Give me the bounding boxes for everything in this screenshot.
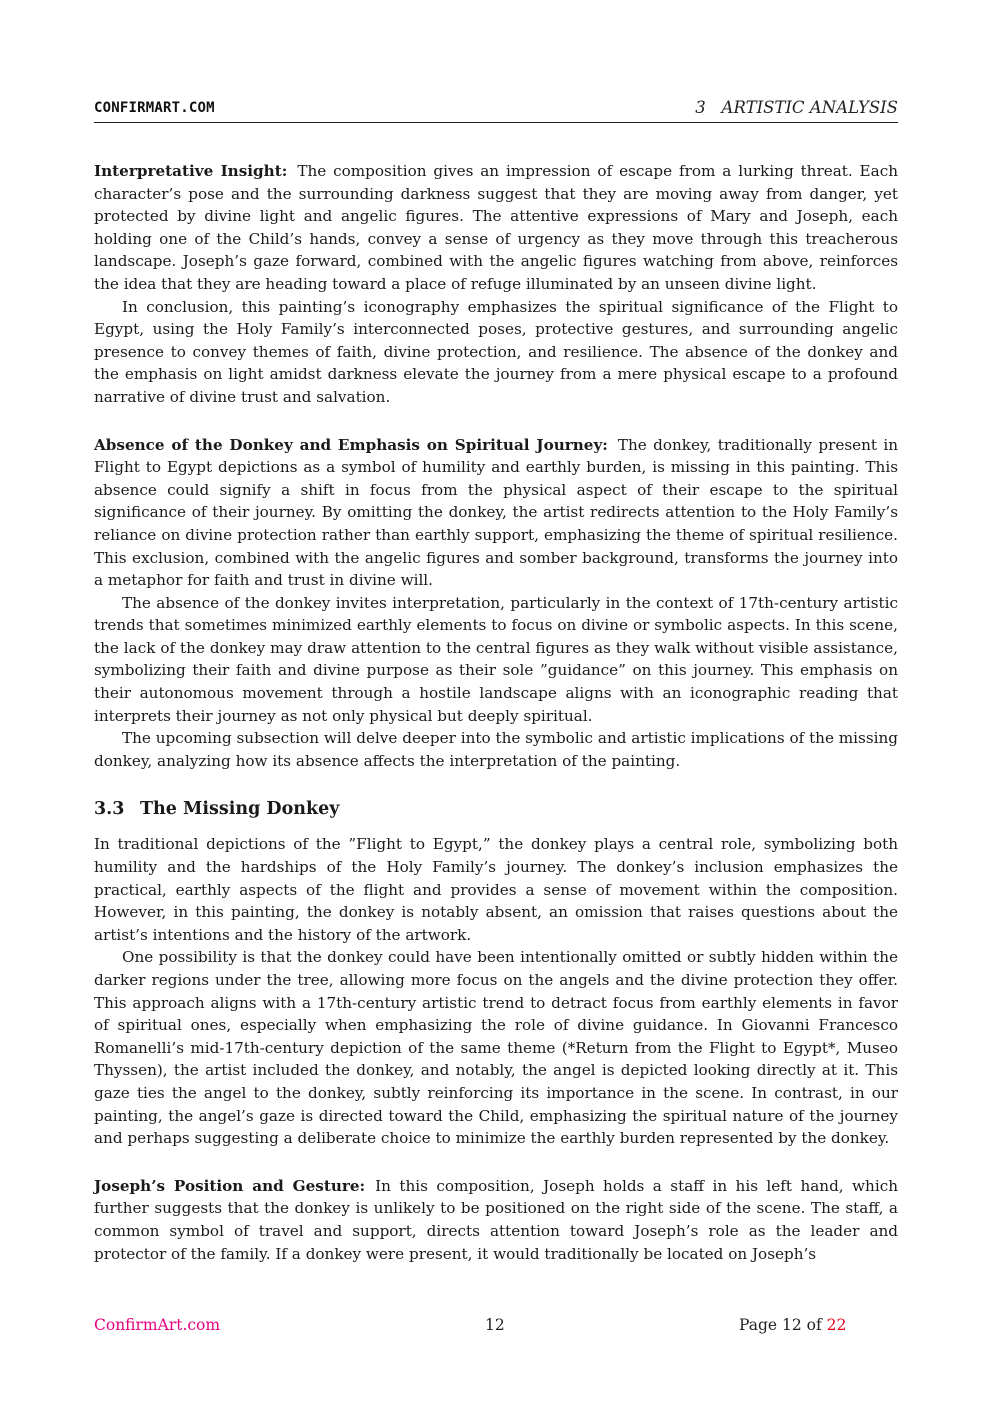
paragraph-text: In this composition, Joseph holds a staff in his left hand, which further suggests that the donkey is unlikely to be positioned on the right side of the scene. The staff, a common symbol of travel and support, directs attention toward Joseph’s role as the leader and protector of the family. If a donkey were present, it would traditionally be located on Joseph’s [94, 1176, 898, 1263]
paragraph-josephs-position [94, 1175, 898, 1265]
footer-page-prefix: Page 12 of [739, 1316, 822, 1334]
footer-page-count [739, 1316, 846, 1334]
paragraph-conclusion: In conclusion, this painting’s iconography emphasizes the spiritual significance of the Flight to Egypt, using the Holy Family’s interconnected poses, protective gestures, and surrounding angelic presence to convey themes of faith, divine protection, and resilience. The absence of the donkey and the emphasis on light amidst darkness elevate the journey from a mere physical escape to a profound narrative of divine trust and salvation. [94, 297, 898, 406]
section-heading [94, 797, 898, 821]
paragraph-upcoming-subsection: The upcoming subsection will delve deeper into the symbolic and artistic implications of the missing donkey, analyzing how its absence affects the interpretation of the painting. [94, 729, 898, 770]
paragraph-absence-of-donkey [94, 434, 898, 592]
page-header [94, 98, 898, 123]
paragraph-lead: Joseph’s Position and Gesture: [94, 1176, 366, 1195]
paragraph-traditional-depictions: In traditional depictions of the ”Flight to Egypt,” the donkey plays a central role, symbolizing both humility and the hardships of the Holy Family’s journey. The donkey’s inclusion emphasizes the practical, earthly aspects of the flight and provides a sense of movement within the composition. However, in this painting, the donkey is notably absent, an omission that raises questions about the artist’s intentions and the history of the artwork. [94, 835, 898, 944]
page-body [94, 160, 898, 1265]
paragraph-lead: Interpretative Insight: [94, 162, 288, 180]
paragraph-text: The composition gives an impression of escape from a lurking threat. Each character’s pose and the surrounding darkness suggest that they are moving away from danger, yet protected by divine light and angelic figures. The attentive expressions of Mary and Joseph, each holding one of the Child’s hands, convey a sense of urgency as they move through this treacherous landscape. Joseph’s gaze forward, combined with the angelic figures watching from above, reinforces the idea that they are heading toward a place of refuge illuminated by an unseen divine light. [94, 162, 898, 293]
page-footer [0, 1316, 993, 1338]
paragraph-interpretative-insight [94, 160, 898, 296]
footer-site-link[interactable]: ConfirmArt.com [94, 1316, 221, 1334]
paragraph-lead: Absence of the Donkey and Emphasis on Spiritual Journey: [94, 435, 608, 454]
footer-page-total-link[interactable]: 22 [826, 1316, 847, 1334]
paragraph-one-possibility: One possibility is that the donkey could have been intentionally omitted or subtly hidden within the darker regions under the tree, allowing more focus on the angels and the divine protection they offer. This approach aligns with a 17th-century artistic trend to detract focus from earthly elements in favor of spiritual ones, especially when emphasizing the role of divine guidance. In Giovanni Francesco Romanelli’s mid-17th-century depiction of the same theme (*Return from the Flight to Egypt*, Museo Thyssen), the artist included the donkey, and notably, the angel is depicted looking directly at it. This gaze ties the angel to the donkey, subtly reinforcing its importance in the scene. In contrast, in our painting, the angel’s gaze is directed toward the Child, emphasizing the spiritual nature of the journey and perhaps suggesting a deliberate choice to minimize the earthly burden represented by the donkey. [94, 948, 898, 1148]
section-number: 3.3 [94, 799, 125, 820]
paragraph-absence-interpretation: The absence of the donkey invites interpretation, particularly in the context of 17th-century artistic trends that sometimes minimized earthly elements to focus on divine or symbolic aspects. In this scene, the lack of the donkey may draw attention to the central figures as they walk without visible assistance, symbolizing their faith and divine purpose as their sole ”guidance” on this journey. This emphasis on their autonomous movement through a hostile landscape aligns with an iconographic reading that interprets their journey as not only physical but deeply spiritual. [94, 593, 898, 725]
site-logo[interactable]: CONFIRMART.COM [94, 100, 215, 116]
section-title: The Missing Donkey [140, 799, 340, 820]
running-header-title: 3 ARTISTIC ANALYSIS [695, 98, 898, 117]
footer-page-number: 12 [485, 1316, 505, 1334]
paragraph-text: The donkey, traditionally present in Flight to Egypt depictions as a symbol of humility and earthly burden, is missing in this painting. This absence could signify a shift in focus from the physical aspect of their escape to the spiritual significance of their journey. By omitting the donkey, the artist redirects attention to the Holy Family’s reliance on divine protection rather than earthly support, emphasizing the theme of spiritual resilience. This exclusion, combined with the angelic figures and somber background, transforms the journey into a metaphor for faith and trust in divine will. [94, 435, 898, 590]
